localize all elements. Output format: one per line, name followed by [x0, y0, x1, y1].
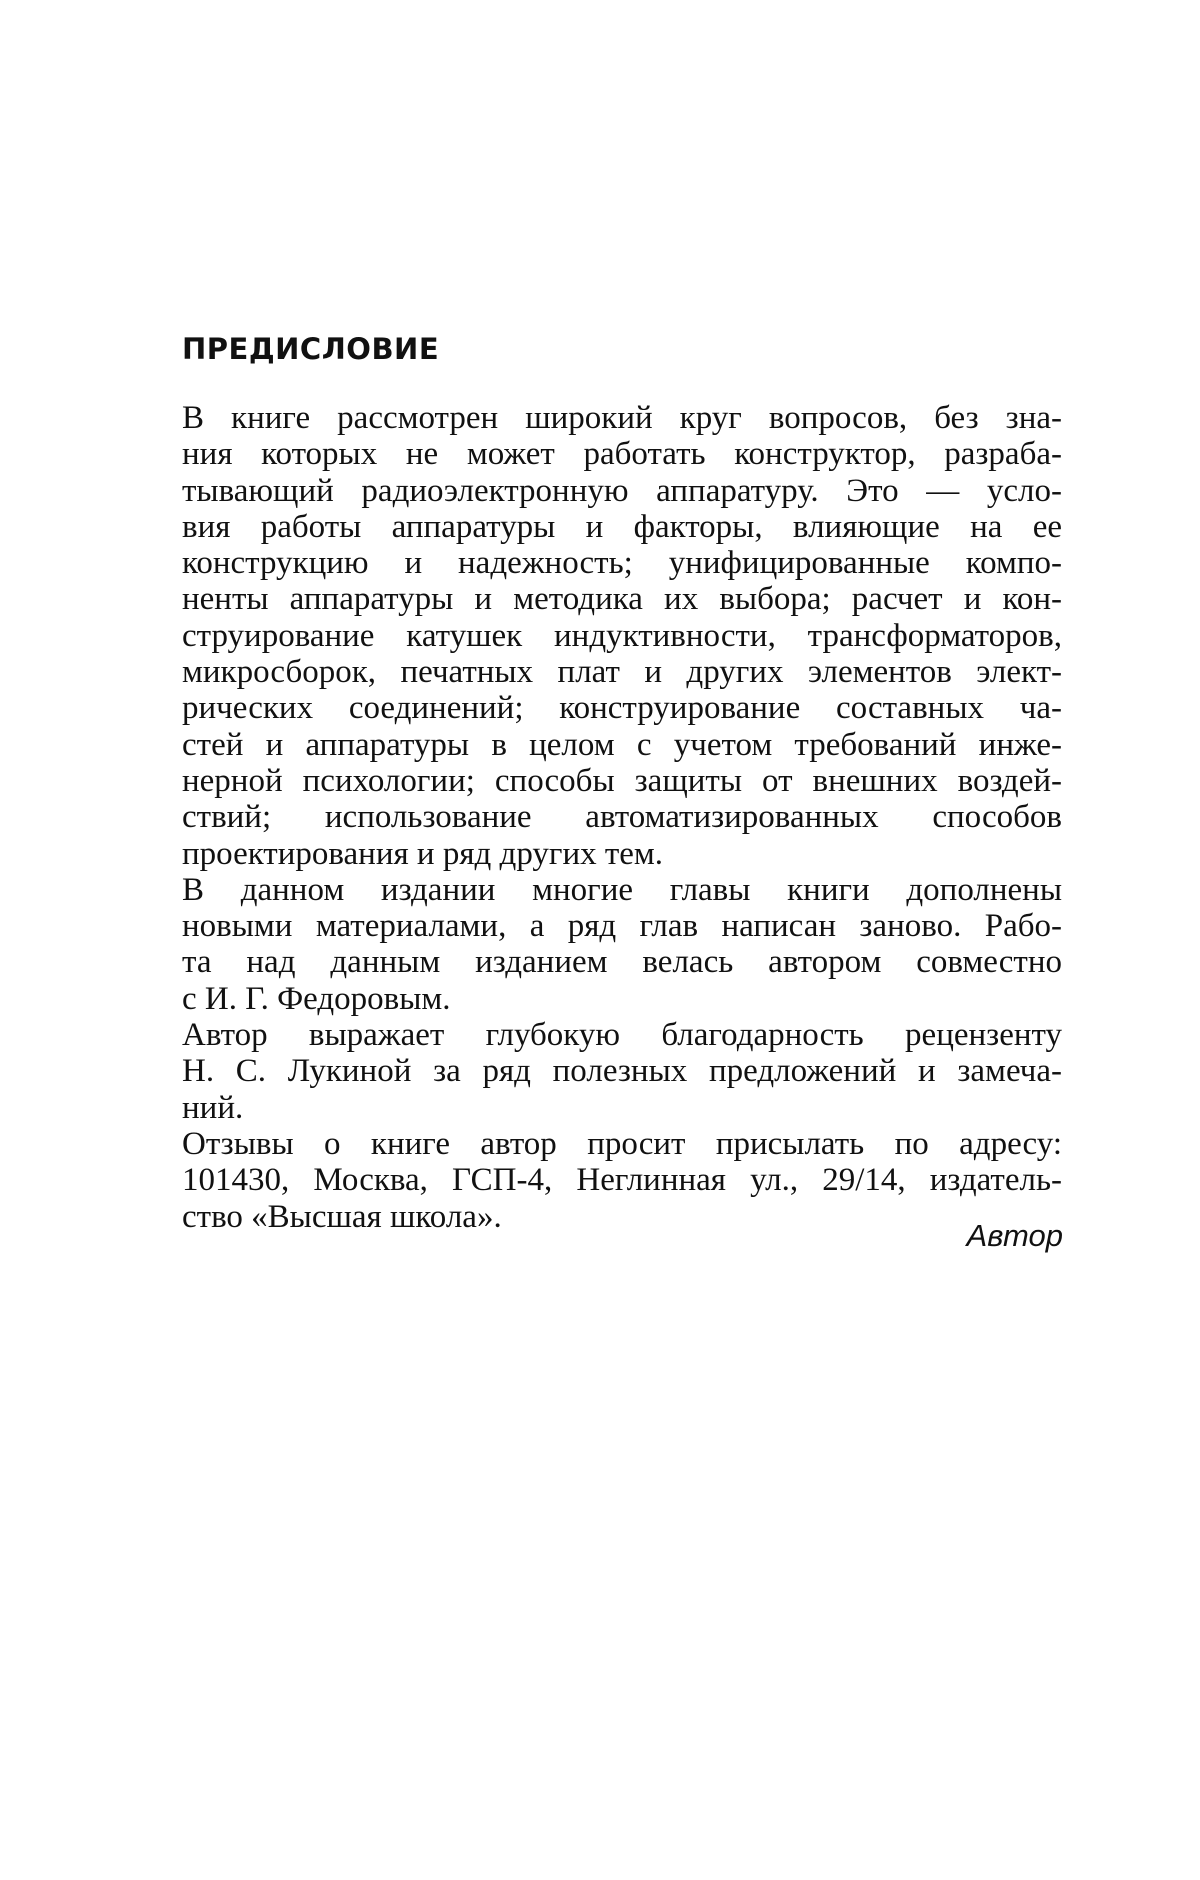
- text-line: с И. Г. Федоровым.: [182, 981, 1062, 1017]
- text-line: ствий; использование автоматизированных способов: [182, 799, 1062, 835]
- text-line: микросборок, печатных плат и других элементов элект-: [182, 654, 1062, 690]
- text-line: ство «Высшая школа».: [182, 1199, 1062, 1235]
- text-line: конструкцию и надежность; унифицированные компо-: [182, 545, 1062, 581]
- text-line: проектирования и ряд других тем.: [182, 836, 1062, 872]
- preface-body: [182, 400, 1062, 1235]
- text-line: нерной психологии; способы защиты от внешних воздей-: [182, 763, 1062, 799]
- text-line: тывающий радиоэлектронную аппаратуру. Это — усло-: [182, 473, 1062, 509]
- text-line: стей и аппаратуры в целом с учетом требований инже-: [182, 727, 1062, 763]
- page-heading: ПРЕДИСЛОВИЕ: [182, 332, 439, 366]
- text-line: 101430, Москва, ГСП-4, Неглинная ул., 29/14, издатель-: [182, 1162, 1062, 1198]
- text-line: ненты аппаратуры и методика их выбора; расчет и кон-: [182, 581, 1062, 617]
- text-line: та над данным изданием велась автором совместно: [182, 944, 1062, 980]
- text-line: ния которых не может работать конструктор, разраба-: [182, 436, 1062, 472]
- text-line: ний.: [182, 1090, 1062, 1126]
- text-line: новыми материалами, а ряд глав написан заново. Рабо-: [182, 908, 1062, 944]
- text-line: вия работы аппаратуры и факторы, влияющие на ее: [182, 509, 1062, 545]
- text-line: Отзывы о книге автор просит присылать по адресу:: [182, 1126, 1062, 1162]
- book-page: [0, 0, 1200, 1880]
- text-line: В книге рассмотрен широкий круг вопросов, без зна-: [182, 400, 1062, 436]
- text-line: В данном издании многие главы книги дополнены: [182, 872, 1062, 908]
- text-line: струирование катушек индуктивности, трансформаторов,: [182, 618, 1062, 654]
- text-line: рических соединений; конструирование составных ча-: [182, 690, 1062, 726]
- text-line: Автор выражает глубокую благодарность рецензенту: [182, 1017, 1062, 1053]
- author-signature: Автор: [967, 1218, 1063, 1254]
- text-line: Н. С. Лукиной за ряд полезных предложений и замеча-: [182, 1053, 1062, 1089]
